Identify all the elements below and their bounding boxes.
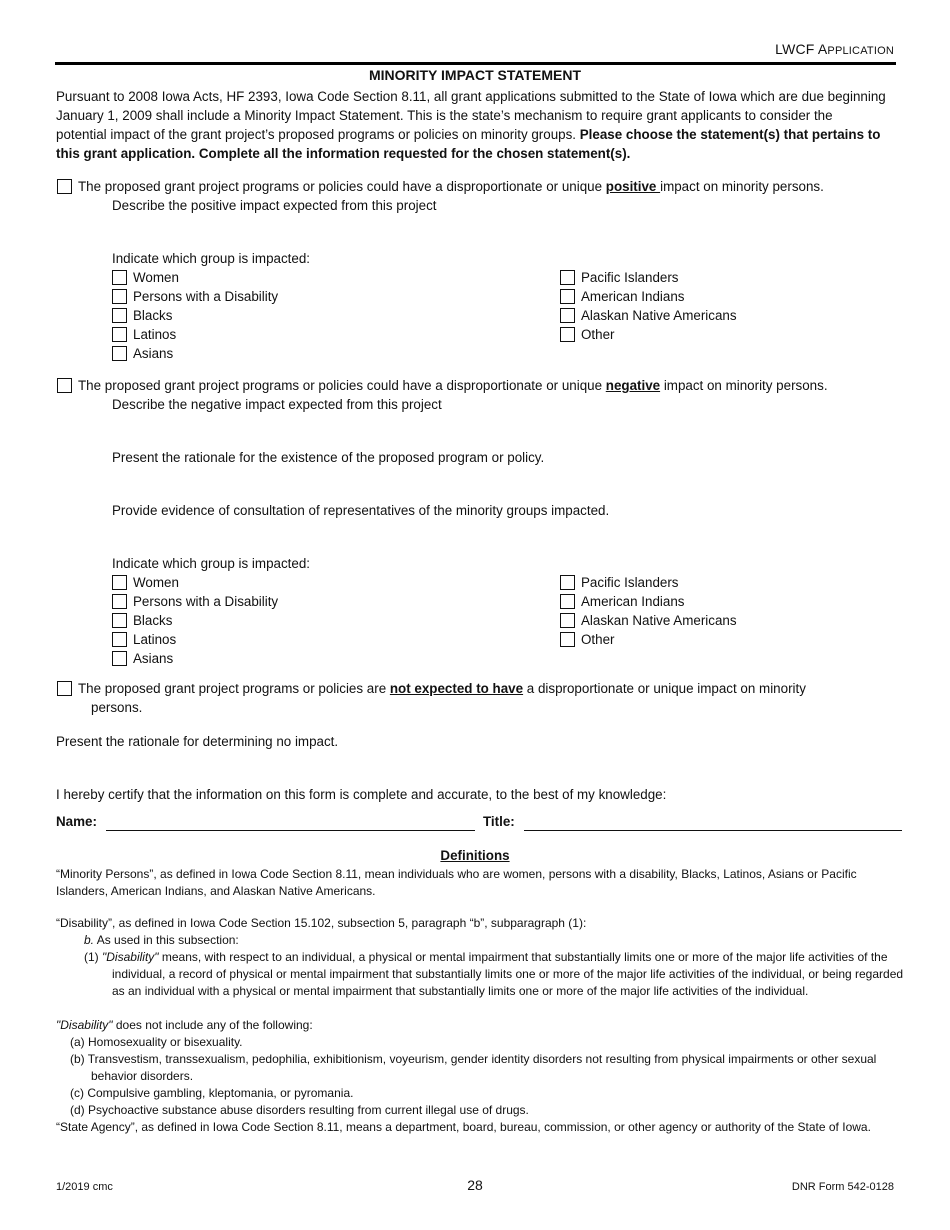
intro-paragraph: Pursuant to 2008 Iowa Acts, HF 2393, Iowa Code Section 8.11, all grant applications submitted to the State of Iowa which are due beginning January 1, 2009 shall include a Minority Impact Statement. This is the state’s mechanism to require grant applicants to consider the potential impact of the grant project’s proposed programs or policies on minority groups. Please choose the statement(s) that pertains to this grant application. Complete all the information requested for the chosen statement(s). <box>56 89 886 161</box>
group-checkbox[interactable] <box>560 327 575 342</box>
group-checkbox[interactable] <box>560 613 575 628</box>
group-checkbox[interactable] <box>560 632 575 647</box>
group-option: Latinos <box>112 630 278 649</box>
group-checkbox[interactable] <box>112 289 127 304</box>
def-state-agency: “State Agency”, as defined in Iowa Code Section 8.11, means a department, board, bureau, commission, or other agency or authority of the State of Iowa. <box>56 1120 871 1134</box>
negative-rationale-label: Present the rationale for the existence of the proposed program or policy. <box>112 450 545 465</box>
positive-statement: The proposed grant project programs or policies could have a disproportionate or unique positive impact on minority persons. <box>57 177 824 196</box>
positive-describe-label: Describe the positive impact expected from this project <box>112 198 437 213</box>
header-label: LWCF APPLICATION <box>775 41 894 57</box>
def-exclusion-a: (a) Homosexuality or bisexuality. <box>70 1035 243 1049</box>
group-option: Alaskan Native Americans <box>560 611 737 630</box>
def-disability-meaning: (1) "Disability" means, with respect to an individual, a physical or mental impairment that substantially limits one or more of the major life activities of the individual, a record of physical or mental impairment that substantially limits one or more of the major life activities of the individual, or being regarded as an individual with a physical or mental impairment that substantially limits one or more of the major life activities of the individual. <box>84 950 904 998</box>
group-option: Pacific Islanders <box>560 268 737 287</box>
group-option: Persons with a Disability <box>112 287 278 306</box>
page-number: 28 <box>467 1177 483 1193</box>
negative-groups-left <box>112 573 278 668</box>
negative-statement: The proposed grant project programs or policies could have a disproportionate or unique negative impact on minority persons. <box>57 376 828 395</box>
def-disability-intro: “Disability”, as defined in Iowa Code Section 15.102, subsection 5, paragraph “b”, subparagraph (1): <box>56 916 587 930</box>
footer-form-number: DNR Form 542-0128 <box>791 1181 894 1193</box>
group-checkbox[interactable] <box>112 327 127 342</box>
group-checkbox[interactable] <box>112 651 127 666</box>
group-option: American Indians <box>560 592 737 611</box>
def-disability-exclusions: "Disability" does not include any of the following: <box>56 1018 313 1032</box>
no-impact-rationale-label: Present the rationale for determining no impact. <box>56 734 339 749</box>
header-rule <box>55 62 896 65</box>
group-checkbox[interactable] <box>112 346 127 361</box>
negative-groups-right <box>560 573 737 649</box>
positive-checkbox[interactable] <box>57 179 72 194</box>
positive-groups-left <box>112 268 278 363</box>
no-impact-statement: The proposed grant project programs or policies are not expected to have a disproportionate or unique impact on minority <box>57 679 806 698</box>
group-checkbox[interactable] <box>560 575 575 590</box>
no-impact-statement-cont: persons. <box>91 700 143 715</box>
group-option: Blacks <box>112 611 278 630</box>
negative-indicate-label: Indicate which group is impacted: <box>112 556 310 571</box>
group-option: Women <box>112 573 278 592</box>
footer-date: 1/2019 cmc <box>56 1181 113 1193</box>
group-checkbox[interactable] <box>112 575 127 590</box>
def-exclusion-d: (d) Psychoactive substance abuse disorders resulting from current illegal use of drugs. <box>70 1103 529 1117</box>
def-exclusion-b: (b) Transvestism, transsexualism, pedophilia, exhibitionism, voyeurism, gender identity disorders not resulting from physical impairments or other sexual behavior disorders. <box>70 1052 877 1083</box>
group-checkbox[interactable] <box>112 632 127 647</box>
positive-groups-right <box>560 268 737 344</box>
group-checkbox[interactable] <box>560 308 575 323</box>
group-option: Alaskan Native Americans <box>560 306 737 325</box>
negative-describe-label: Describe the negative impact expected from this project <box>112 397 442 412</box>
group-checkbox[interactable] <box>112 308 127 323</box>
definitions-title: Definitions <box>440 848 510 863</box>
group-option: American Indians <box>560 287 737 306</box>
positive-indicate-label: Indicate which group is impacted: <box>112 251 310 266</box>
negative-evidence-label: Provide evidence of consultation of representatives of the minority groups impacted. <box>112 503 610 518</box>
group-checkbox[interactable] <box>112 594 127 609</box>
group-option: Asians <box>112 344 278 363</box>
def-exclusion-c: (c) Compulsive gambling, kleptomania, or pyromania. <box>70 1086 354 1100</box>
title-field[interactable] <box>524 830 902 831</box>
certify-statement: I hereby certify that the information on this form is complete and accurate, to the best of my knowledge: <box>56 787 667 802</box>
negative-checkbox[interactable] <box>57 378 72 393</box>
group-option: Asians <box>112 649 278 668</box>
group-option: Pacific Islanders <box>560 573 737 592</box>
group-option: Other <box>560 325 737 344</box>
group-option: Women <box>112 268 278 287</box>
group-checkbox[interactable] <box>560 289 575 304</box>
group-checkbox[interactable] <box>112 270 127 285</box>
group-checkbox[interactable] <box>560 270 575 285</box>
page-title: MINORITY IMPACT STATEMENT <box>368 67 582 83</box>
group-option: Latinos <box>112 325 278 344</box>
no-impact-checkbox[interactable] <box>57 681 72 696</box>
group-option: Persons with a Disability <box>112 592 278 611</box>
name-label: Name: <box>56 814 97 829</box>
name-field[interactable] <box>106 830 475 831</box>
def-minority: “Minority Persons”, as defined in Iowa Code Section 8.11, mean individuals who are women, persons with a disability, Blacks, Latinos, Asians or Pacific Islanders, American Indians, and Alaskan Native Americans. <box>56 867 857 898</box>
group-option: Other <box>560 630 737 649</box>
def-b-subsection: b. As used in this subsection: <box>84 933 239 947</box>
group-checkbox[interactable] <box>560 594 575 609</box>
group-checkbox[interactable] <box>112 613 127 628</box>
group-option: Blacks <box>112 306 278 325</box>
title-label: Title: <box>483 814 515 829</box>
